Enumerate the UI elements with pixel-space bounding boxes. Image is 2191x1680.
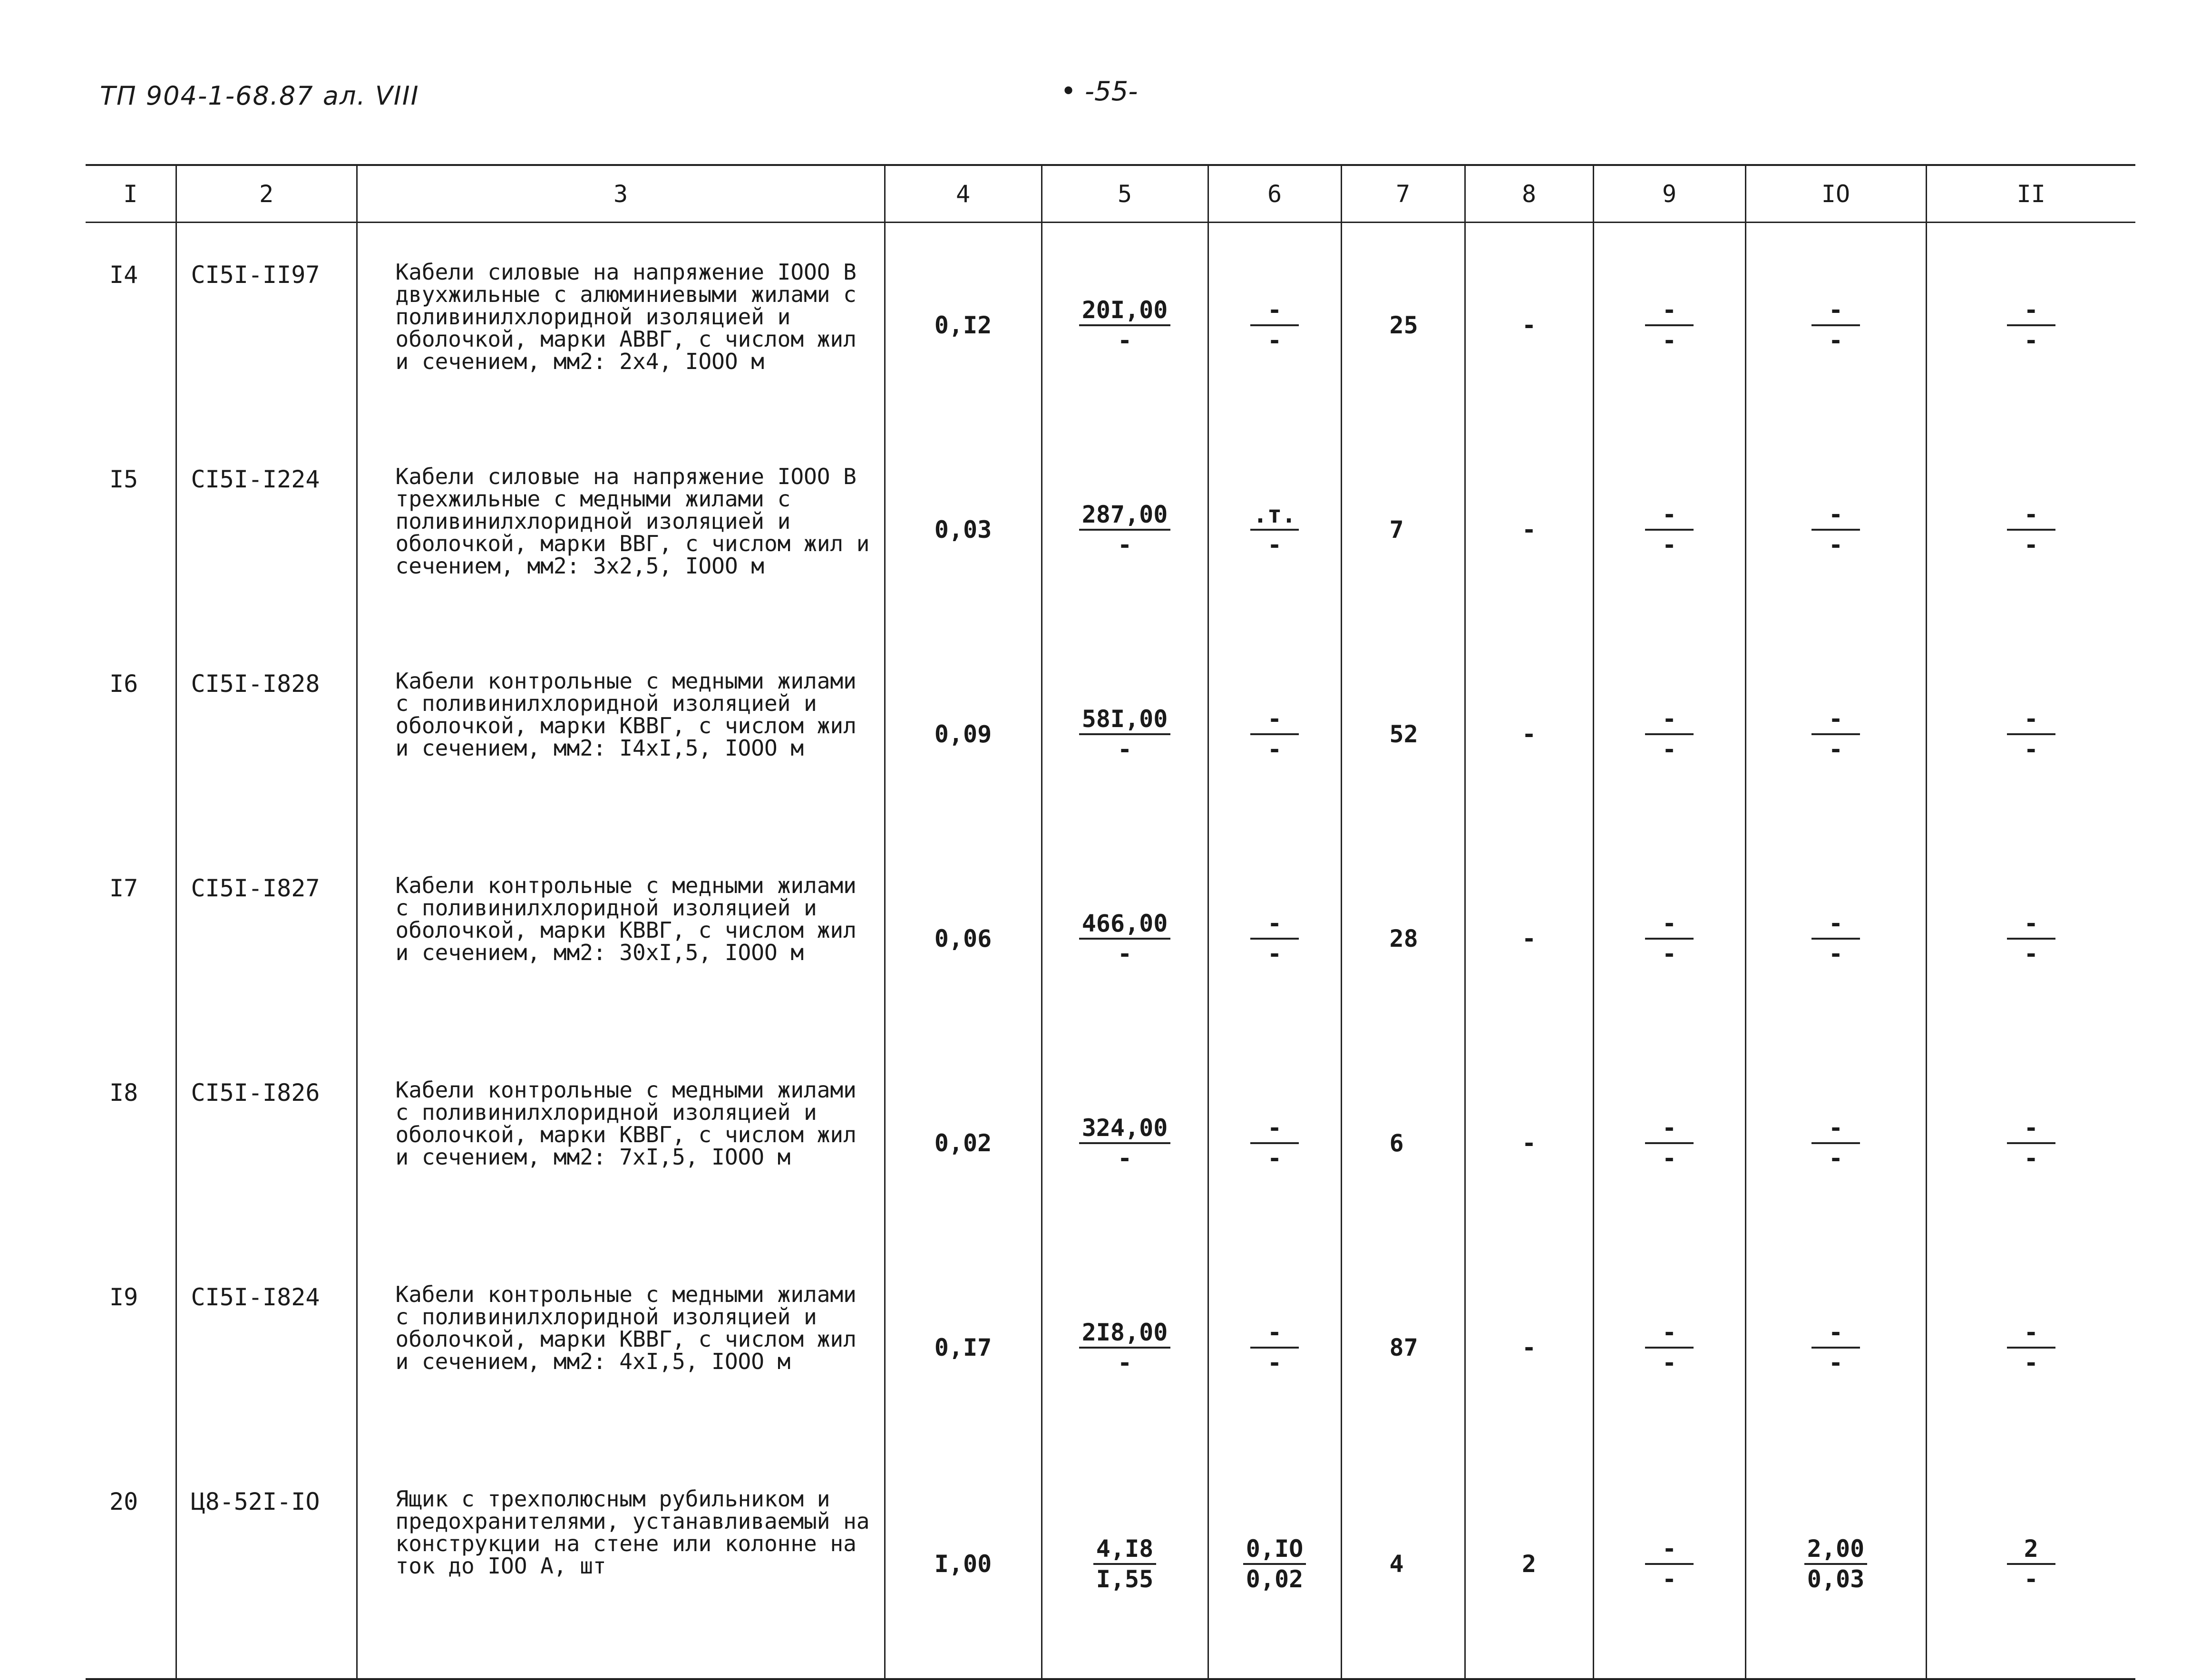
fraction-numerator: 287,00 <box>1079 500 1171 531</box>
cell-col7: 6 <box>1341 1041 1465 1245</box>
price-code: СI5I-I826 <box>176 1041 357 1245</box>
row-number: I8 <box>109 1079 138 1107</box>
fraction-value <box>1645 1114 1694 1173</box>
fraction-denominator: - <box>1828 1145 1843 1172</box>
fraction-denominator: - <box>1828 940 1843 968</box>
cell-col8: - <box>1465 427 1593 632</box>
row-number: I5 <box>109 466 138 493</box>
document-code: ТП 904-1-68.87 ал. VIII <box>100 81 419 111</box>
cell-col11 <box>1926 223 2135 428</box>
fraction-value <box>1243 1534 1306 1593</box>
fraction-denominator: - <box>1117 531 1132 559</box>
cell-col5 <box>1042 1245 1208 1450</box>
cell-col11 <box>1926 1041 2135 1245</box>
fraction-denominator: - <box>1828 1349 1843 1377</box>
fraction-value <box>1645 1534 1694 1593</box>
fraction-value <box>1645 500 1694 559</box>
cell-col6 <box>1208 1041 1341 1245</box>
fraction-value <box>1804 1534 1867 1593</box>
fraction-denominator: - <box>1662 327 1677 354</box>
fraction-value <box>1811 296 1860 355</box>
fraction-denominator: - <box>1117 1349 1132 1377</box>
table-row <box>86 1041 2135 1245</box>
fraction-numerator: 2 <box>2007 1534 2055 1565</box>
fraction-denominator: - <box>1267 736 1282 763</box>
fraction-denominator: - <box>1828 531 1843 559</box>
fraction-value <box>1811 1114 1860 1173</box>
fraction-value <box>1645 909 1694 968</box>
cell-col11 <box>1926 427 2135 632</box>
fraction-denominator: - <box>2024 1145 2038 1172</box>
fraction-value <box>1811 500 1860 559</box>
cell-col9 <box>1593 836 1745 1041</box>
fraction-numerator: - <box>2007 500 2055 531</box>
cell-col7: 87 <box>1341 1245 1465 1450</box>
fraction-denominator: - <box>1828 327 1843 354</box>
fraction-denominator: - <box>1662 1145 1677 1172</box>
fraction-numerator: - <box>1811 296 1860 326</box>
cell-col8: - <box>1465 1245 1593 1450</box>
fraction-numerator: - <box>1645 1318 1694 1349</box>
price-code: СI5I-II97 <box>176 223 357 428</box>
cell-col11 <box>1926 1245 2135 1450</box>
fraction-value <box>1093 1534 1156 1593</box>
fraction-denominator: - <box>1267 327 1282 354</box>
quantity: 0,I7 <box>885 1245 1042 1450</box>
price-code: СI5I-I828 <box>176 632 357 836</box>
cell-col10 <box>1745 1245 1926 1450</box>
fraction-denominator: 0,02 <box>1246 1565 1304 1593</box>
fraction-value <box>1079 296 1171 355</box>
fraction-numerator: - <box>1645 1534 1694 1565</box>
item-description: Ящик с трехполюсным рубильником и предохранителями, устанавливаемый на конструкции на стене или колонне на ток до IОО А, шт <box>357 1450 885 1679</box>
fraction-value <box>1250 1318 1299 1377</box>
price-code: СI5I-I224 <box>176 427 357 632</box>
fraction-value <box>1079 1114 1171 1173</box>
cell-col11 <box>1926 632 2135 836</box>
fraction-denominator: 0,03 <box>1807 1565 1865 1593</box>
row-number: I7 <box>109 874 138 902</box>
fraction-numerator: - <box>1645 1114 1694 1144</box>
cell-col5 <box>1042 427 1208 632</box>
quantity: 0,03 <box>885 427 1042 632</box>
table-row <box>86 1450 2135 1679</box>
cell-col7: 28 <box>1341 836 1465 1041</box>
fraction-denominator: - <box>2024 327 2038 354</box>
price-code: Ц8-52I-IO <box>176 1450 357 1679</box>
quantity: I,00 <box>885 1450 1042 1679</box>
fraction-denominator: - <box>2024 531 2038 559</box>
fraction-numerator: 324,00 <box>1079 1114 1171 1144</box>
table-row <box>86 223 2135 428</box>
page-number: • -55- <box>1061 76 1138 107</box>
column-header: 5 <box>1042 165 1208 223</box>
cell-col5 <box>1042 1450 1208 1679</box>
fraction-value <box>1250 1114 1299 1173</box>
fraction-numerator: 20I,00 <box>1079 296 1171 326</box>
fraction-denominator: - <box>1662 940 1677 968</box>
quantity: 0,02 <box>885 1041 1042 1245</box>
cell-col7: 25 <box>1341 223 1465 428</box>
table-row <box>86 632 2135 836</box>
fraction-denominator: - <box>1267 1145 1282 1172</box>
fraction-numerator: - <box>1250 296 1299 326</box>
fraction-numerator: - <box>1250 909 1299 940</box>
cell-col10 <box>1745 223 1926 428</box>
cell-col6 <box>1208 1245 1341 1450</box>
item-description: Кабели контрольные с медными жилами с поливинилхлоридной изоляцией и оболочкой, марки КВВГ, с числом жил и сечением, мм2: 4хI,5, IООО м <box>357 1245 885 1450</box>
fraction-numerator: - <box>1811 500 1860 531</box>
cell-col10 <box>1745 836 1926 1041</box>
cell-col9 <box>1593 1245 1745 1450</box>
cell-col6 <box>1208 1450 1341 1679</box>
fraction-value <box>1645 1318 1694 1377</box>
fraction-numerator: 4,I8 <box>1093 1534 1156 1565</box>
column-header: 9 <box>1593 165 1745 223</box>
cell-col7: 7 <box>1341 427 1465 632</box>
column-header: 2 <box>176 165 357 223</box>
row-number: I9 <box>109 1283 138 1311</box>
column-header: II <box>1926 165 2135 223</box>
table-row <box>86 427 2135 632</box>
cell-col10 <box>1745 427 1926 632</box>
row-number: 20 <box>86 1450 176 1679</box>
cell-col8: - <box>1465 836 1593 1041</box>
item-description: Кабели контрольные с медными жилами с поливинилхлоридной изоляцией и оболочкой, марки КВВГ, с числом жил и сечением, мм2: 7хI,5, IООО м <box>357 1041 885 1245</box>
fraction-denominator: - <box>2024 940 2038 968</box>
quantity: 0,06 <box>885 836 1042 1041</box>
column-header: 8 <box>1465 165 1593 223</box>
cell-col5 <box>1042 223 1208 428</box>
fraction-value <box>2007 705 2055 764</box>
fraction-value <box>1079 1318 1171 1377</box>
row-number: I4 <box>109 261 138 289</box>
fraction-denominator: - <box>2024 736 2038 763</box>
fraction-value <box>2007 500 2055 559</box>
cell-col8: - <box>1465 632 1593 836</box>
cell-col5 <box>1042 1041 1208 1245</box>
cell-col8: 2 <box>1465 1450 1593 1679</box>
column-header: 6 <box>1208 165 1341 223</box>
quantity: 0,09 <box>885 632 1042 836</box>
fraction-denominator: - <box>2024 1349 2038 1377</box>
cell-col6 <box>1208 223 1341 428</box>
fraction-denominator: - <box>1662 1349 1677 1377</box>
fraction-numerator: 0,IO <box>1243 1534 1306 1565</box>
item-description: Кабели силовые на напряжение IООО В двухжильные с алюминиевыми жилами с поливинилхлоридной изоляцией и оболочкой, марки АВВГ, с числом жил и сечением, мм2: 2х4, IООО м <box>357 223 885 428</box>
fraction-numerator: .т. <box>1250 500 1299 531</box>
fraction-value <box>2007 296 2055 355</box>
cell-col11 <box>1926 836 2135 1041</box>
fraction-value <box>1250 909 1299 968</box>
fraction-numerator: 58I,00 <box>1079 705 1171 735</box>
price-code: СI5I-I824 <box>176 1245 357 1450</box>
fraction-numerator: - <box>1811 909 1860 940</box>
cell-col10 <box>1745 1041 1926 1245</box>
cell-col9 <box>1593 427 1745 632</box>
item-description: Кабели контрольные с медными жилами с поливинилхлоридной изоляцией и оболочкой, марки КВВГ, с числом жил и сечением, мм2: I4хI,5, IООО м <box>357 632 885 836</box>
fraction-value <box>1250 500 1299 559</box>
cell-col9 <box>1593 1041 1745 1245</box>
cell-col8: - <box>1465 1041 1593 1245</box>
fraction-value <box>1811 705 1860 764</box>
fraction-denominator: - <box>1267 940 1282 968</box>
fraction-numerator: - <box>1250 1114 1299 1144</box>
fraction-numerator: - <box>2007 296 2055 326</box>
cell-col9 <box>1593 632 1745 836</box>
column-header: I <box>86 165 176 223</box>
cell-col6 <box>1208 427 1341 632</box>
fraction-numerator: - <box>2007 1114 2055 1144</box>
fraction-denominator: - <box>1117 1145 1132 1172</box>
fraction-denominator: - <box>1662 736 1677 763</box>
fraction-numerator: - <box>1645 500 1694 531</box>
fraction-denominator: - <box>1117 940 1132 968</box>
column-header: IO <box>1745 165 1926 223</box>
cell-col10 <box>1745 632 1926 836</box>
fraction-numerator: - <box>1811 1114 1860 1144</box>
cell-col7: 4 <box>1341 1450 1465 1679</box>
table-row <box>86 1245 2135 1450</box>
fraction-denominator: - <box>1117 736 1132 763</box>
cell-col5 <box>1042 836 1208 1041</box>
fraction-denominator: - <box>1828 736 1843 763</box>
fraction-value <box>1079 500 1171 559</box>
table-header-row <box>86 165 2135 223</box>
cell-col6 <box>1208 836 1341 1041</box>
cell-col5 <box>1042 632 1208 836</box>
price-code: СI5I-I827 <box>176 836 357 1041</box>
fraction-denominator: - <box>1662 1565 1677 1593</box>
estimate-table <box>86 164 2135 1680</box>
fraction-numerator: - <box>1645 909 1694 940</box>
item-description: Кабели контрольные с медными жилами с поливинилхлоридной изоляцией и оболочкой, марки КВВГ, с числом жил и сечением, мм2: 30хI,5, IООО м <box>357 836 885 1041</box>
fraction-numerator: - <box>2007 1318 2055 1349</box>
fraction-numerator: - <box>2007 909 2055 940</box>
column-header: 7 <box>1341 165 1465 223</box>
table-row <box>86 836 2135 1041</box>
fraction-value <box>1811 1318 1860 1377</box>
fraction-value <box>2007 909 2055 968</box>
fraction-value <box>2007 1534 2055 1593</box>
fraction-numerator: - <box>1645 296 1694 326</box>
cell-col9 <box>1593 1450 1745 1679</box>
fraction-value <box>2007 1318 2055 1377</box>
cell-col9 <box>1593 223 1745 428</box>
fraction-numerator: - <box>2007 705 2055 735</box>
fraction-numerator: - <box>1250 1318 1299 1349</box>
cell-col10 <box>1745 1450 1926 1679</box>
fraction-numerator: 466,00 <box>1079 909 1171 940</box>
fraction-value <box>1250 296 1299 355</box>
fraction-numerator: 2I8,00 <box>1079 1318 1171 1349</box>
fraction-value <box>1811 909 1860 968</box>
fraction-value <box>2007 1114 2055 1173</box>
fraction-numerator: - <box>1645 705 1694 735</box>
fraction-denominator: - <box>1267 1349 1282 1377</box>
fraction-denominator: I,55 <box>1096 1565 1154 1593</box>
cell-col8: - <box>1465 223 1593 428</box>
column-header: 3 <box>357 165 885 223</box>
fraction-numerator: - <box>1250 705 1299 735</box>
cell-col6 <box>1208 632 1341 836</box>
fraction-denominator: - <box>2024 1565 2038 1593</box>
cell-col11 <box>1926 1450 2135 1679</box>
item-description: Кабели силовые на напряжение IООО В трехжильные с медными жилами с поливинилхлоридной изоляцией и оболочкой, марки ВВГ, с числом жил и сечением, мм2: 3х2,5, IООО м <box>357 427 885 632</box>
fraction-denominator: - <box>1662 531 1677 559</box>
fraction-denominator: - <box>1117 327 1132 354</box>
fraction-value <box>1079 909 1171 968</box>
fraction-numerator: 2,00 <box>1804 1534 1867 1565</box>
column-header: 4 <box>885 165 1042 223</box>
fraction-numerator: - <box>1811 1318 1860 1349</box>
fraction-value <box>1250 705 1299 764</box>
row-number: I6 <box>109 670 138 698</box>
fraction-denominator: - <box>1267 531 1282 559</box>
fraction-numerator: - <box>1811 705 1860 735</box>
fraction-value <box>1645 705 1694 764</box>
cell-col7: 52 <box>1341 632 1465 836</box>
quantity: 0,I2 <box>885 223 1042 428</box>
fraction-value <box>1645 296 1694 355</box>
fraction-value <box>1079 705 1171 764</box>
